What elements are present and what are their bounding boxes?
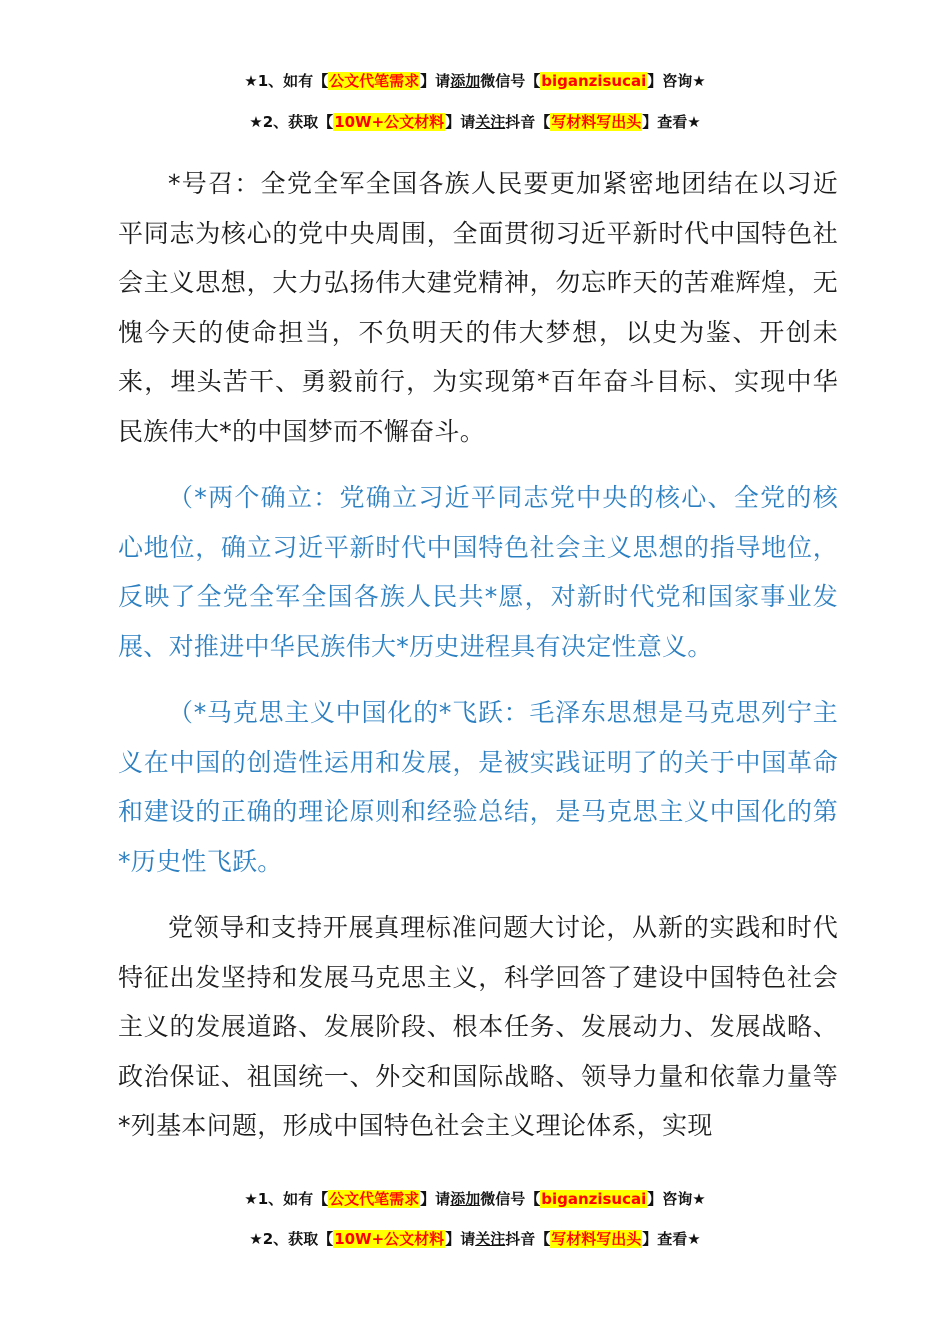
paragraph-two-establishments: （*两个确立：党确立习近平同志党中央的核心、全党的核心地位，确立习近平新时代中国特色社会主义思想的指导地位，反映了全党全军全国各族人民共*愿，对新时代党和国家事业发展、对推进中华民族伟大*历史进程具有决定性意义。	[118, 483, 838, 661]
highlight-service: 公文代笔需求	[329, 72, 420, 90]
underline-follow: 关注	[475, 113, 506, 131]
paragraph-call: *号召：全党全军全国各族人民要更加紧密地团结在以习近平同志为核心的党中央周围，全面贯彻习近平新时代中国特色社会主义思想，大力弘扬伟大建党精神，勿忘昨天的苦难辉煌，无愧今天的使命担当，不负明天的伟大梦想，以史为鉴、开创未来，埋头苦干、勇毅前行，为实现第*百年奋斗目标、实现中华民族伟大*的中国梦而不懈奋斗。	[118, 169, 838, 446]
banner-text: ★1、如有【	[244, 1190, 329, 1208]
highlight-douyin-id: 写材料写出头	[551, 113, 642, 131]
banner-text: 】请	[420, 1190, 451, 1208]
highlight-materials: 10W+公文材料	[334, 113, 445, 131]
underline-follow: 关注	[475, 1230, 506, 1248]
banner-text: 微信号【	[480, 72, 541, 90]
header-banner-line1	[0, 70, 950, 92]
banner-text: 】请	[445, 1230, 476, 1248]
highlight-wechat-id: biganzisucai	[541, 1190, 647, 1208]
highlight-wechat-id: biganzisucai	[541, 72, 647, 90]
underline-add: 添加	[450, 72, 481, 90]
highlight-service: 公文代笔需求	[329, 1190, 420, 1208]
footer-banner-line1	[0, 1188, 950, 1210]
banner-text: 】请	[445, 113, 476, 131]
banner-text: ★2、获取【	[249, 1230, 334, 1248]
banner-text: 】咨询★	[647, 72, 706, 90]
banner-text: 】查看★	[642, 113, 701, 131]
underline-add: 添加	[450, 1190, 481, 1208]
banner-text: 微信号【	[480, 1190, 541, 1208]
banner-text: 】查看★	[642, 1230, 701, 1248]
banner-text: 抖音【	[505, 1230, 551, 1248]
header-banner-line2	[0, 111, 950, 133]
paragraph-truth-debate: 党领导和支持开展真理标准问题大讨论，从新的实践和时代特征出发坚持和发展马克思主义，科学回答了建设中国特色社会主义的发展道路、发展阶段、根本任务、发展动力、发展战略、政治保证、祖国统一、外交和国际战略、领导力量和依靠力量等*列基本问题，形成中国特色社会主义理论体系，实现	[118, 913, 838, 1140]
banner-text: ★1、如有【	[244, 72, 329, 90]
banner-text: ★2、获取【	[249, 113, 334, 131]
highlight-douyin-id: 写材料写出头	[551, 1230, 642, 1248]
highlight-materials: 10W+公文材料	[334, 1230, 445, 1248]
banner-text: 】咨询★	[647, 1190, 706, 1208]
footer-banner-line2	[0, 1228, 950, 1250]
banner-text: 抖音【	[505, 113, 551, 131]
paragraph-sinicization: （*马克思主义中国化的*飞跃：毛泽东思想是马克思列宁主义在中国的创造性运用和发展，是被实践证明了的关于中国革命和建设的正确的理论原则和经验总结，是马克思主义中国化的第*历史性飞跃。	[118, 698, 838, 876]
banner-text: 】请	[420, 72, 451, 90]
